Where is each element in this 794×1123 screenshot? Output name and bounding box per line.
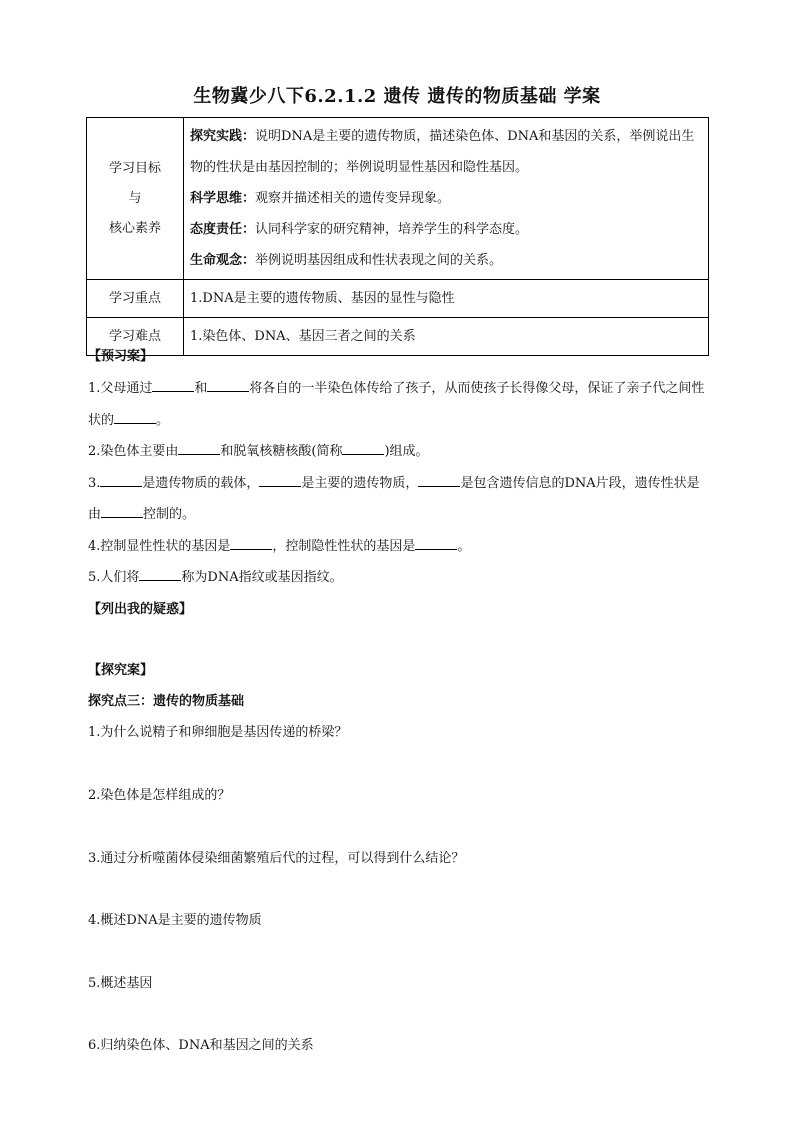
- goal-key: 态度责任：: [190, 222, 256, 237]
- difficulty-label: 学习难点: [87, 318, 184, 356]
- goal-text: 说明DNA是主要的遗传物质，描述染色体、DNA和基因的关系，举例说出生物的性状是由基因控制的；举例说明显性基因和隐性基因。: [190, 129, 695, 175]
- explore-question-3: 3.通过分析噬菌体侵染细菌繁殖后代的过程，可以得到什么结论？: [88, 851, 465, 866]
- fill-blank[interactable]: [415, 537, 457, 550]
- goal-attitude: [190, 214, 702, 245]
- explore-point-title: 探究点三：遗传的物质基础: [88, 694, 245, 709]
- key-point-label: 学习重点: [87, 280, 184, 318]
- goal-key: 科学思维：: [190, 191, 256, 206]
- explore-question-2: 2.染色体是怎样组成的？: [88, 788, 231, 803]
- doubts-heading: 【列出我的疑惑】: [88, 602, 193, 617]
- page-title: 生物冀少八下6.2.1.2 遗传 遗传的物质基础 学案: [193, 86, 601, 107]
- fill-blank[interactable]: [259, 474, 301, 487]
- goals-content-cell: [184, 118, 709, 280]
- fill-blank[interactable]: [100, 474, 142, 487]
- goals-label-line-3: 核心素养: [108, 220, 161, 236]
- fill-blank[interactable]: [342, 442, 384, 455]
- fill-blank[interactable]: [178, 442, 220, 455]
- explore-heading: 【探究案】: [88, 663, 154, 678]
- preview-question-5: 5.人们将 称为DNA指纹或基因指纹。: [88, 570, 343, 585]
- preview-questions: [88, 373, 708, 594]
- preview-question-1: 1.父母通过 和 将各自的一半染色体传给了孩子，从而使孩子长得像父母，保证了亲子代之间性状的 。: [88, 381, 705, 428]
- goals-label-cell: [87, 118, 184, 280]
- goals-label-line-2: 与: [128, 190, 142, 206]
- fill-blank[interactable]: [230, 537, 272, 550]
- explore-question-4: 4.概述DNA是主要的遗传物质: [88, 913, 262, 928]
- goal-text: 举例说明基因组成和性状表现之间的关系。: [255, 253, 503, 268]
- explore-question-5: 5.概述基因: [88, 976, 153, 991]
- difficulty-text: 1.染色体、DNA、基因三者之间的关系: [184, 318, 709, 356]
- goal-inquiry: [190, 121, 702, 183]
- fill-blank[interactable]: [418, 474, 460, 487]
- learning-goals-table: [86, 117, 709, 356]
- preview-question-3: 3. 是遗传物质的载体， 是主要的遗传物质， 是包含遗传信息的DNA片段，遗传性状是由 控制的。: [88, 475, 700, 522]
- fill-blank[interactable]: [101, 505, 143, 518]
- goal-life-view: [190, 245, 702, 276]
- explore-question-1: 1.为什么说精子和卵细胞是基因传递的桥梁？: [88, 725, 348, 740]
- key-point-text: 1.DNA是主要的遗传物质、基因的显性与隐性: [184, 280, 709, 318]
- fill-blank[interactable]: [139, 568, 181, 581]
- fill-blank[interactable]: [114, 411, 156, 424]
- explore-question-6: 6.归纳染色体、DNA和基因之间的关系: [88, 1038, 314, 1053]
- goal-text: 观察并描述相关的遗传变异现象。: [255, 191, 451, 206]
- goal-key: 生命观念：: [190, 253, 256, 268]
- fill-blank[interactable]: [152, 379, 194, 392]
- goals-label-line-1: 学习目标: [108, 160, 161, 176]
- preview-question-4: 4.控制显性性状的基因是 ，控制隐性性状的基因是 。: [88, 538, 471, 554]
- preview-heading: 【预习案】: [88, 349, 154, 364]
- fill-blank[interactable]: [207, 379, 249, 392]
- goal-text: 认同科学家的研究精神，培养学生的科学态度。: [255, 222, 529, 237]
- goal-key: 探究实践：: [190, 129, 256, 144]
- goal-thinking: [190, 183, 702, 214]
- preview-question-2: 2.染色体主要由 和脱氧核糖核酸(简称 )组成。: [88, 444, 429, 459]
